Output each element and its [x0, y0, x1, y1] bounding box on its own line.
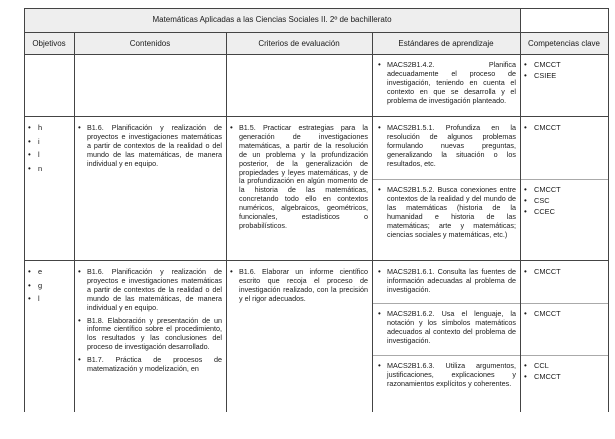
- header-bottom-rule: [24, 54, 609, 55]
- header-objetivos: Objetivos: [32, 39, 66, 48]
- standard-text: • MACS2B1.5.1. Profundiza en la resolución de algunos problemas formulando nuevas preguntas, generalizando la situación o los resultados, etc.: [378, 124, 516, 169]
- col-divider-1: [74, 32, 75, 412]
- objective: • l: [28, 292, 72, 306]
- competency: • CSIEE: [524, 70, 606, 81]
- row1-competencias-1: [524, 122, 606, 133]
- row1-standard-2: [378, 186, 516, 239]
- row2-std-divider-2: [372, 355, 609, 356]
- row0-competencias: [524, 59, 606, 81]
- col-divider-3: [372, 32, 373, 412]
- standard-text: • MACS2B1.6.2. Usa el lenguaje, la notación y los símbolos matemáticos adecuados al contexto del problema de investigación.: [378, 310, 516, 346]
- standard-text: • MACS2B1.6.1. Consulta las fuentes de información adecuadas al problema de investigación.: [378, 268, 516, 295]
- competency: • CMCCT: [524, 266, 606, 277]
- competency: • CMCCT: [524, 308, 606, 319]
- content-text: • B1.7. Práctica de procesos de matematización y modelización, en: [78, 356, 222, 374]
- standard-text: • MACS2B1.4.2. Planifica adecuadamente el proceso de investigación, teniendo en cuenta el contexto en que se desarrolla y el problema de investigación planteado.: [378, 61, 516, 106]
- row2-standard-1: [378, 268, 516, 295]
- competency: • CSC: [524, 195, 606, 206]
- row2-contenidos: [78, 268, 222, 374]
- objective: • h: [28, 121, 72, 135]
- content-text: • B1.8. Elaboración y presentación de un informe científico sobre el procedimiento, los resultados y las conclusiones del proceso de investigación desarrollado.: [78, 317, 222, 353]
- standard-text: • MACS2B1.6.3. Utiliza argumentos, justificaciones, explicaciones y razonamientos explícitos y coherentes.: [378, 362, 516, 389]
- header-estandares: Estándares de aprendizaje: [398, 39, 494, 48]
- row1-std-divider: [372, 179, 609, 180]
- objective: • l: [28, 148, 72, 162]
- row2-standard-3: [378, 362, 516, 389]
- row2-objetivos: [28, 265, 72, 306]
- table-left-border: [24, 8, 25, 412]
- content-text: • B1.6. Planificación y realización de proyectos e investigaciones matemáticas a partir de contextos de la realidad o del mundo de las matemáticas, de manera individual y en equipo.: [78, 268, 222, 313]
- row2-competencias-2: [524, 308, 606, 319]
- competency: • CMCCT: [524, 59, 606, 70]
- header-competencias: Competencias clave: [527, 39, 601, 48]
- table-top-border: [24, 8, 609, 9]
- row2-criterio: [230, 268, 368, 304]
- objective: • g: [28, 279, 72, 293]
- table-title: Matemáticas Aplicadas a las Ciencias Sociales II. 2º de bachillerato: [152, 15, 392, 24]
- row0-standard: [378, 61, 516, 106]
- row1-standard-1: [378, 124, 516, 169]
- competency: • CMCCT: [524, 122, 606, 133]
- competency: • CMCCT: [524, 371, 606, 382]
- col-divider-4: [520, 8, 521, 412]
- row2-standard-2: [378, 310, 516, 346]
- row2-std-divider-1: [372, 303, 609, 304]
- row2-competencias-1: [524, 266, 606, 277]
- objective: • e: [28, 265, 72, 279]
- title-bottom-rule: [24, 32, 609, 33]
- criterion-text: • B1.5. Practicar estrategias para la generación de investigaciones matemáticas, a partir de la resolución de un problema y la profundización posterior, de la generalización de propiedades y leyes matemáticas, y de la profundización en algún momento de la historia de las matemáticas, concretando todo ello en contextos numéricos, algebraicos, geométricos, funcionales, estadísticos o probabilísticos.: [230, 124, 368, 231]
- row2-competencias-3: [524, 360, 606, 382]
- col-divider-2: [226, 32, 227, 412]
- objective: • n: [28, 162, 72, 176]
- row1-objetivos: [28, 121, 72, 175]
- row1-criterio: [230, 124, 368, 231]
- objective: • i: [28, 135, 72, 149]
- table-right-border: [608, 8, 609, 412]
- competency: • CCL: [524, 360, 606, 371]
- criterion-text: • B1.6. Elaborar un informe científico escrito que recoja el proceso de investigación realizado, con la precisión y el rigor adecuados.: [230, 268, 368, 304]
- header-contenidos: Contenidos: [129, 39, 171, 48]
- row1-bottom-rule: [24, 260, 609, 261]
- row1-contenido: [78, 124, 222, 169]
- competency: • CCEC: [524, 206, 606, 217]
- row1-competencias-2: [524, 184, 606, 217]
- header-criterios: Criterios de evaluación: [258, 39, 340, 48]
- standard-text: • MACS2B1.5.2. Busca conexiones entre contextos de la realidad y del mundo de las matemáticas (historia de la humanidad e historia de las matemáticas; arte y matemáticas; ciencias sociales y matemáticas, etc.): [378, 186, 516, 239]
- row0-bottom-rule: [24, 116, 609, 117]
- content-text: • B1.6. Planificación y realización de proyectos e investigaciones matemáticas a partir de contextos de la realidad o del mundo de las matemáticas, de manera individual y en equipo.: [78, 124, 222, 169]
- competency: • CMCCT: [524, 184, 606, 195]
